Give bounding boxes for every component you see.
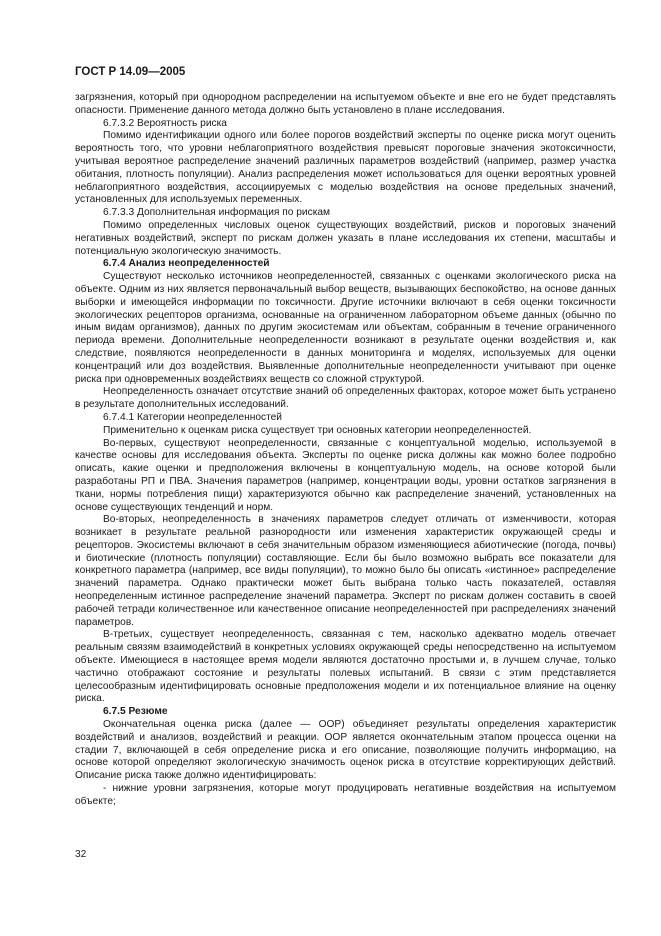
section-heading: 6.7.4 Анализ неопределенностей	[103, 258, 270, 270]
paragraph: Окончательная оценка риска (далее — ООР) объединяет результаты определения характеристик воздействий и анализов, воздействий и реакции. ООР является окончательным этапом процесса оценки на стадии 7, включающей в себя определение риска и его описание, позволяющие получить информацию, на основе которой определяют экологическую значимость оценок риска в отсутствие корректирующих действий. Описание риска также должно идентифицировать:	[75, 719, 616, 782]
subsection-heading: 6.7.3.3 Дополнительная информация по рискам	[103, 207, 331, 219]
paragraph: Во-вторых, неопределенность в значениях параметров следует отличать от изменчивости, которая возникает в результате реальной разнородности или изменения характеристик окружающей среды и рецепторов. Экосистемы включают в себя значительным образом изменяющиеся абиотические (погода, почвы) и биотические (плотность популяции) составляющие. Если бы было возможно выбрать все показатели для конкретного параметра (например, все виды популяции), то можно было бы описать «истинное» распределение значений параметра. Однако практически может быть выбрана только часть показателей, оставляя неопределенным истинное распределение значений параметра. Эксперт по рискам должен составить в своей рабочей тетради количественное или качественное описание неопределенностей при распределениях значений параметров.	[75, 514, 616, 628]
paragraph: Существуют несколько источников неопределенностей, связанных с оценками экологического риска на объекте. Одним из них является первоначальный выбор веществ, вызывающих беспокойство, на основе данных выборки и имеющейся информации по токсичности. Другие источники включают в себя оценки токсичности экологических рецепторов организма, основанные на ограниченном лабораторном объеме данных (обычно по иным видам организмов), данных по другим экосистемам или объектам, собранным в течение ограниченного периода времени. Дополнительные неопределенности возникают в результате оценки воздействия и, как следствие, появляются неопределенности в данных мониторинга и моделях, используемых для оценки концентраций или доз воздействия. Выявленные дополнительные неопределенности учитывают при оценке риска при одновременных воздействиях веществ со сложной структурой.	[75, 271, 616, 385]
section-heading: 6.7.5 Резюме	[103, 706, 168, 718]
document-header: ГОСТ Р 14.09—2005	[75, 66, 186, 78]
paragraph: Во-первых, существуют неопределенности, связанные с концептуальной моделью, используемой в качестве основы для исследования объекта. Эксперты по оценке риска должны как можно более подробно описать, какие оценки и предположения включены в концептуальную модель, на основе которой были разработаны РП и ПВА. Значения параметров (например, концентрации воды, уровни остатков загрязнения в ткани, нормы потребления пищи) характеризуются обычно как распределение значений, установленных на основе существующих тенденций и норм.	[75, 437, 616, 513]
document-body	[75, 92, 616, 809]
paragraph: Помимо определенных числовых оценок существующих воздействий, рисков и пороговых значений негативных воздействий, эксперт по рискам должен указать в плане исследования их степени, масштабы и потенциальную экологическую значимость.	[75, 219, 616, 257]
subsection-heading: 6.7.3.2 Вероятность риска	[103, 117, 227, 129]
list-item: - нижние уровни загрязнения, которые могут продуцировать негативные воздействия на испытуемом объекте;	[75, 783, 616, 807]
page-number: 32	[75, 849, 87, 860]
paragraph: Применительно к оценкам риска существует три основных категории неопределенностей.	[103, 424, 532, 436]
paragraph: Неопределенность означает отсутствие знаний об определенных факторах, которое может быть устранено в результате дополнительных исследований.	[75, 386, 616, 411]
subsection-heading: 6.7.4.1 Категории неопределенностей	[103, 411, 282, 423]
paragraph: загрязнения, который при однородном распределении на испытуемом объекте и вне его не будет представлять опасности. Применение данного метода должно быть установлено в плане исследования.	[75, 92, 616, 116]
paragraph: В-третьих, существует неопределенность, связанная с тем, насколько адекватно модель отвечает реальным связям взаимодействий в конкретных условиях окружающей среды непосредственно на испытуемом объекте. Имеющиеся в настоящее время модели являются достаточно простыми и, в лучшем случае, только частично отображают состояние и результаты полевых испытаний. В связи с этим представляется целесообразным идентифицировать основные предположения модели и их потенциальное влияние на оценку риска.	[75, 629, 616, 705]
paragraph: Помимо идентификации одного или более порогов воздействий эксперты по оценке риска могут оценить вероятность того, что уровни неблагоприятного воздействия превысят пороговые значения экотоксичности, учитывая вероятное распределение значений различных параметров воздействий (например, размер участка обитания, плотность популяции). Анализ распределения может использоваться для оценки вероятных уровней неблагоприятного воздействия, ассоциируемых с моделью воздействия на основе предельных значений, установленных для используемых переменных.	[75, 130, 616, 206]
